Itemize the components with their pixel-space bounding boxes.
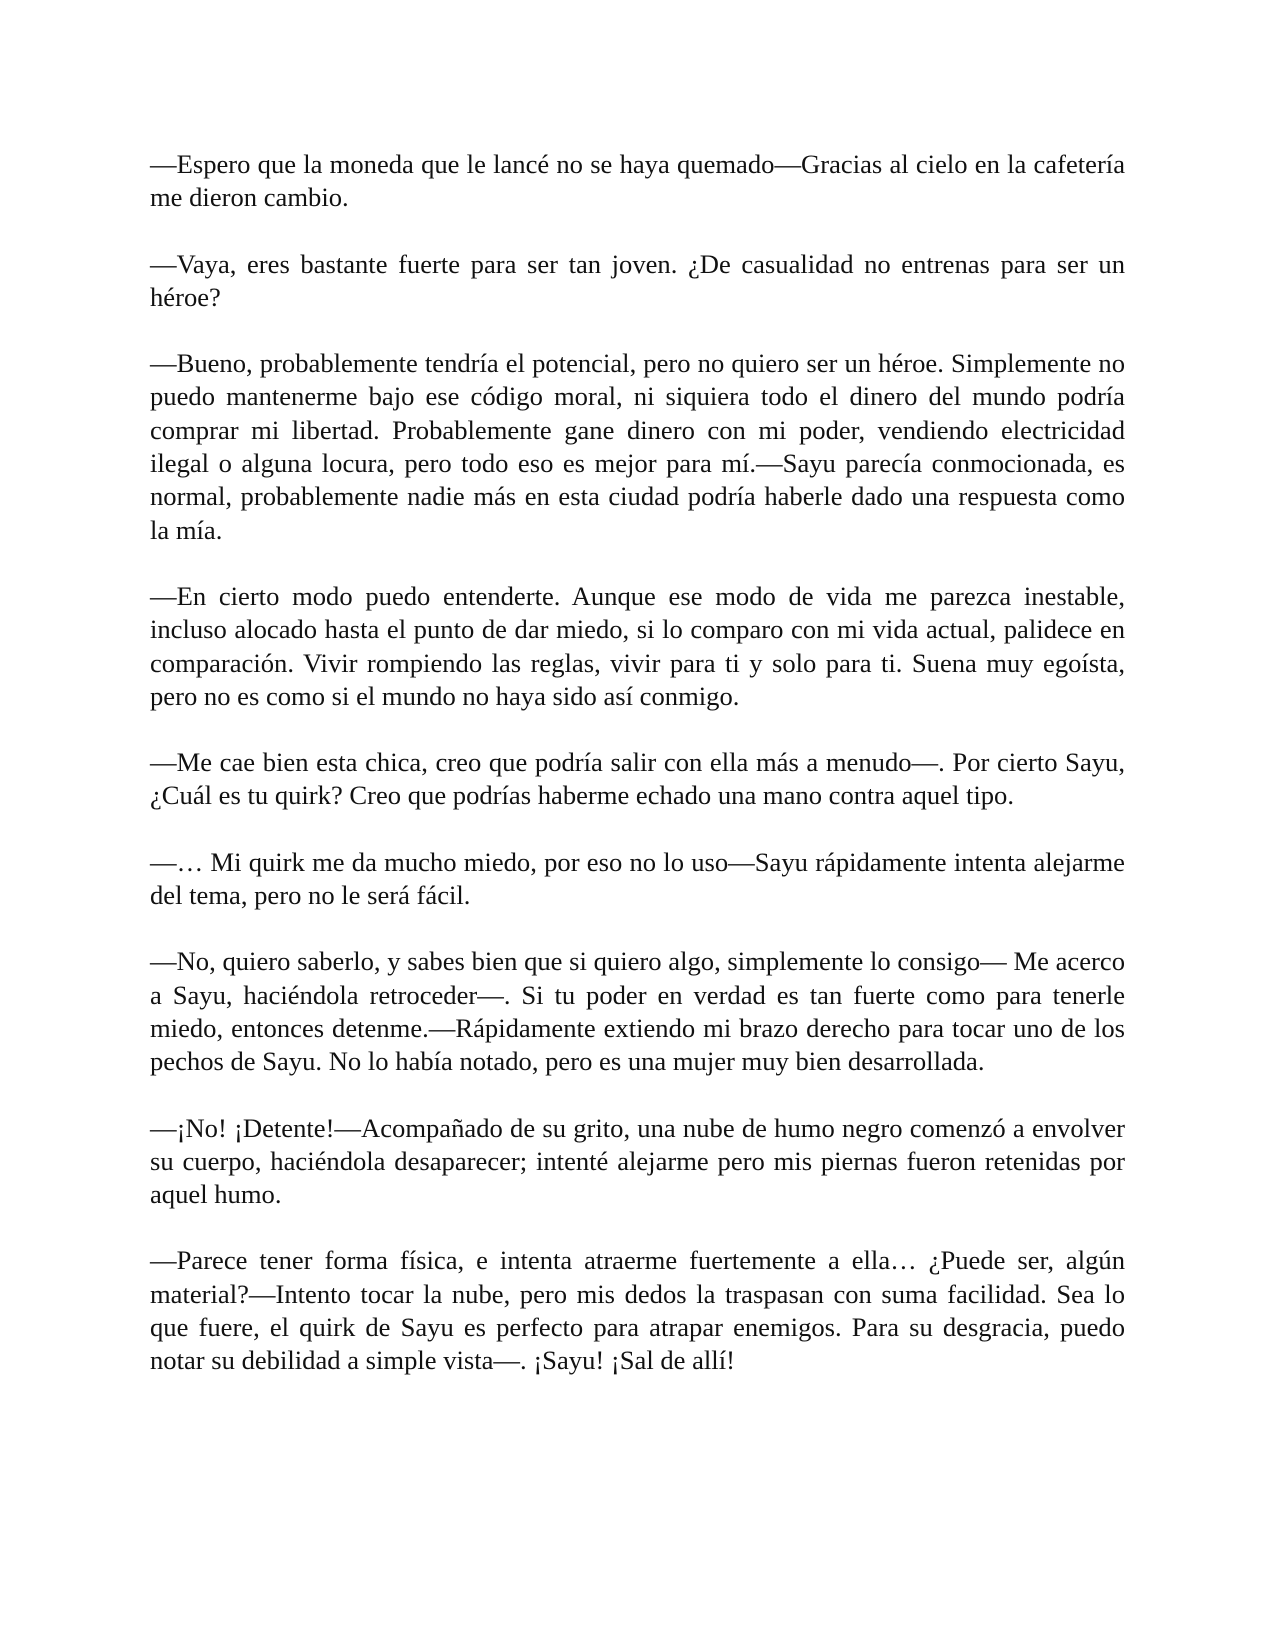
- paragraph-4: —En cierto modo puedo entenderte. Aunque ese modo de vida me parezca inestable, incluso alocado hasta el punto de dar miedo, si lo comparo con mi vida actual, palidece en comparación. Vivir rompiendo las reglas, vivir para ti y solo para ti. Suena muy egoísta, pero no es como si el mundo no haya sido así conmigo.: [150, 580, 1125, 711]
- paragraph-3: —Bueno, probablemente tendría el potencial, pero no quiero ser un héroe. Simplemente no puedo mantenerme bajo ese código moral, ni siquiera todo el dinero del mundo podría comprar mi libertad. Probablemente gane dinero con mi poder, vendiendo electricidad ilegal o alguna locura, pero todo eso es mejor para mí.—Sayu parecía conmocionada, es normal, probablemente nadie más en esta ciudad podría haberle dado una respuesta como la mía.: [150, 348, 1125, 545]
- document-page: [150, 148, 1125, 1411]
- paragraph-1: —Espero que la moneda que le lancé no se haya quemado—Gracias al cielo en la cafetería me dieron cambio.: [150, 149, 1125, 213]
- paragraph-6: —… Mi quirk me da mucho miedo, por eso no lo uso—Sayu rápidamente intenta alejarme del tema, pero no le será fácil.: [150, 846, 1125, 911]
- paragraph-7: —No, quiero saberlo, y sabes bien que si quiero algo, simplemente lo consigo— Me acerco a Sayu, haciéndola retroceder—. Si tu poder en verdad es tan fuerte como para tenerle miedo, entonces detenme.—Rápidamente extiendo mi brazo derecho para tocar uno de los pechos de Sayu. No lo había notado, pero es una mujer muy bien desarrollada.: [150, 946, 1125, 1077]
- paragraph-8: —¡No! ¡Detente!—Acompañado de su grito, una nube de humo negro comenzó a envolver su cuerpo, haciéndola desaparecer; intenté alejarme pero mis piernas fueron retenidas por aquel humo.: [150, 1112, 1125, 1210]
- paragraph-2: —Vaya, eres bastante fuerte para ser tan joven. ¿De casualidad no entrenas para ser un héroe?: [150, 248, 1125, 312]
- paragraph-5: —Me cae bien esta chica, creo que podría salir con ella más a menudo—. Por cierto Sayu, ¿Cuál es tu quirk? Creo que podrías haberme echado una mano contra aquel tipo.: [150, 747, 1125, 811]
- paragraph-9: —Parece tener forma física, e intenta atraerme fuertemente a ella… ¿Puede ser, algún material?—Intento tocar la nube, pero mis dedos la traspasan con suma facilidad. Sea lo que fuere, el quirk de Sayu es perfecto para atrapar enemigos. Para su desgracia, puedo notar su debilidad a simple vista—. ¡Sayu! ¡Sal de allí!: [150, 1245, 1125, 1376]
